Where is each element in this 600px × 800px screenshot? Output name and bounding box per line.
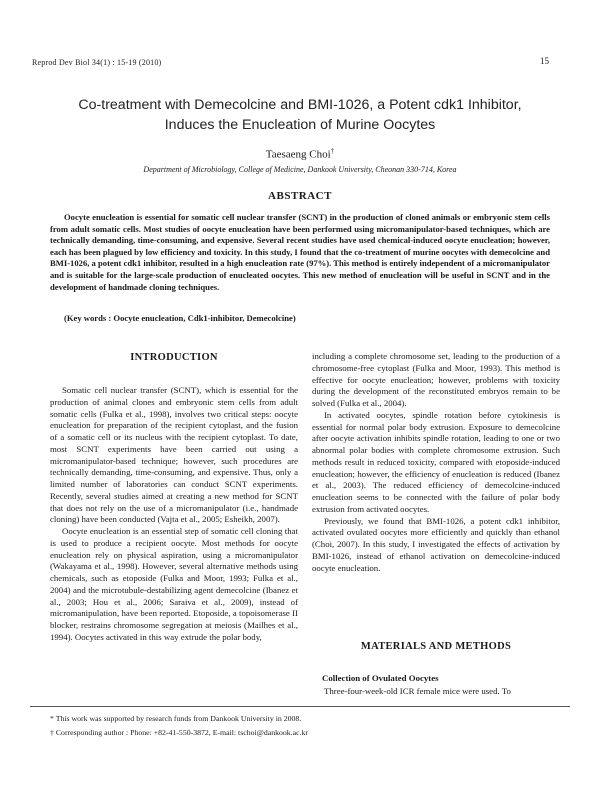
intro-paragraph-4: In activated oocytes, spindle rotation before cytokinesis is essential for normal polar body extrusion. Exposure to demecolcine after oocyte activation inhibits spindle rotation, leading to one or two abnormal polar bodies with complete chromosome extrusion. Such methods result in reduced toxicity, compared with etoposide-induced enucleation; however, the efficiency of enucleation is reduced (Ibanez et al., 2003). The reduced efficiency of demecolcine-induced enucleation seems to be connected with the failure of polar body extrusion from activated oocytes. [312,409,560,514]
author-mark: † [330,147,335,155]
intro-paragraph-1: Somatic cell nuclear transfer (SCNT), which is essential for the production of animal clones and embryonic stem cells from adult somatic cells (Fulka et al., 1998), involves two critical steps: oocyte enucleation for preparation of the recipient cytoplast, and the fusion of a somatic cell or its nucleus with the recipient cytoplast. To date, most SCNT experiments have been carried out using a micromanipulator-based technique; however, such procedures are technically demanding, time-consuming, and expensive. Thus, only a limited number of laboratories can conduct SCNT experiments. Recently, several studies aimed at creating a new method for SCNT that does not rely on the use of a micromanipulator (i.e., handmade cloning) have been conducted (Vajta et al., 2005; Esheikh, 2007). [50,385,298,525]
page-number: 15 [540,56,549,66]
author-name: Taesaeng Choi [265,148,331,161]
methods-heading: MATERIALS AND METHODS [360,641,512,652]
abstract-body: Oocyte enucleation is essential for somatic cell nuclear transfer (SCNT) in the production of cloned animals or embryonic stem cells from adult somatic cells. Most studies of oocyte enucleation have been performed using micromanipulator-based techniques, which are technically demanding, time-consuming, and expensive. Several recent studies have used chemical-induced oocyte enucleation; however, each has been plagued by low efficiency and toxicity. In this study, I found that the co-treatment of murine oocytes with demecolcine and BMI-1026, a potent cdk1 inhibitor, resulted in a high enucleation rate (97%). This method is entirely independent of a micromanipulator and is suitable for the large-scale production of enucleated oocytes. This new method of enucleation will be useful in SCNT and in the development of handmade cloning techniques. [50,212,550,292]
paper-title [40,95,560,135]
left-column [50,385,298,644]
author [0,147,600,161]
footnote-funding: * This work was supported by research funds from Dankook University in 2008. [50,714,302,723]
journal-citation: Reprod Dev Biol 34(1) : 15-19 (2010) [32,58,162,67]
footnote-divider [30,706,570,707]
intro-paragraph-5: Previously, we found that BMI-1026, a potent cdk1 inhibitor, activated ovulated oocytes more efficiently and quickly than ethanol (Choi, 2007). In this study, I investigated the effects of activation by BMI-1026, instead of ethanol activation on demecolcine-induced oocyte enucleation. [312,515,560,573]
methods-text: Three-four-week-old ICR female mice were used. To [324,686,511,696]
intro-paragraph-3: including a complete chromosome set, leading to the production of a chromosome-free cytoplast (Fulka and Moor, 1993). This method is effective for oocyte enucleation; however, problems with toxicity during the development of the reconstituted embryos remain to be solved (Fulka et al., 2004). [312,351,560,408]
footnote-corresponding-author: † Corresponding author : Phone: +82-41-550-3872, E-mail: tschoi@dankook.ac.kr [50,728,309,737]
affiliation: Department of Microbiology, College of Medicine, Dankook University, Cheonan 330-714, Korea [143,165,457,174]
methods-subheading: Collection of Ovulated Oocytes [322,673,439,683]
keywords: (Key words : Oocyte enucleation, Cdk1-inhibitor, Demecolcine) [64,313,296,323]
title-line-2: Induces the Enucleation of Murine Oocytes [164,117,436,133]
right-column [312,351,560,574]
intro-paragraph-2: Oocyte enucleation is an essential step of somatic cell cloning that is used to produce a recipient oocyte. Most methods for oocyte enucleation rely on physical aspiration, using a micromanipulator (Wakayama et al., 1998). However, several alternative methods using chemicals, such as etoposide (Fulka and Moor, 1993; Fulka et al., 2004) and the microtubule-destabilizing agent demecolcine (Ibanez et al., 2003; Hou et al., 2006; Saraiva et al., 2009), instead of micromanipulation, have been reported. Etoposide, a topoisomerase II blocker, restrains chromosome segregation at meiosis (Mailhes et al., 1994). Oocytes activated in this way extrude the polar body, [50,526,298,642]
abstract-heading: ABSTRACT [268,190,332,202]
title-line-1: Co-treatment with Demecolcine and BMI-1026, a Potent cdk1 Inhibitor, [78,97,522,113]
introduction-heading: INTRODUCTION [130,352,218,363]
